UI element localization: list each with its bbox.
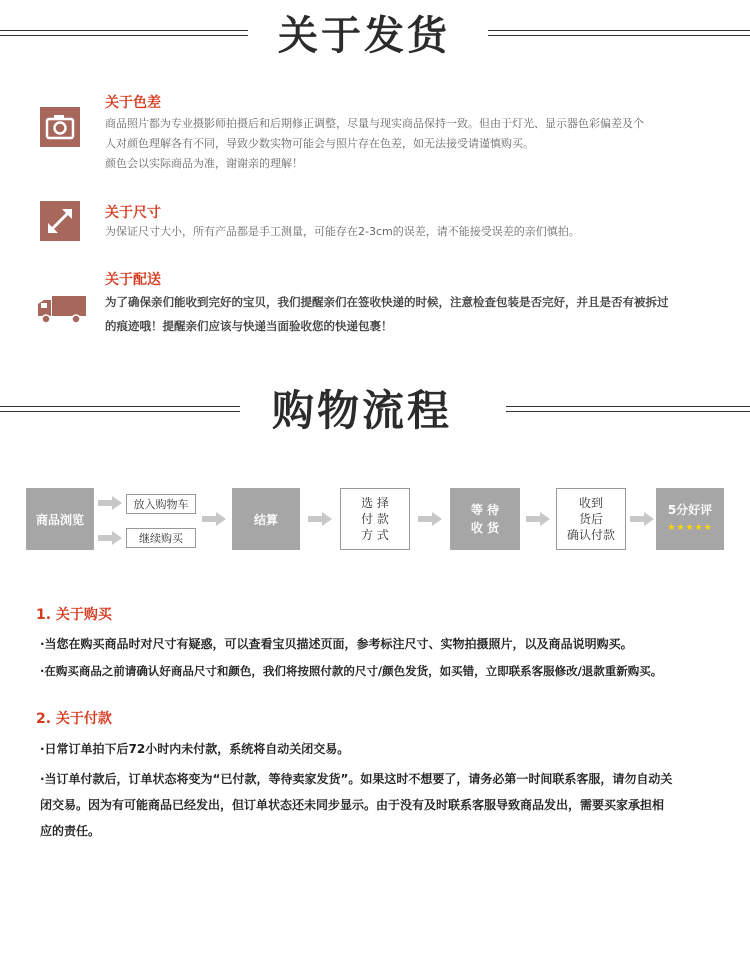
step-confirm-payment <box>556 488 626 550</box>
text-line: 颜色会以实际商品为准，谢谢亲的理解！ <box>105 157 303 170</box>
step-choose-payment <box>340 488 410 550</box>
text-line: 的痕迹哦！提醒亲们应该与快递当面验收您的快递包裹！ <box>105 319 393 333</box>
title-rule-right <box>488 30 750 32</box>
star-icon: ★★★★★ <box>667 523 713 533</box>
policy-line: 应的责任。 <box>40 824 101 838</box>
delivery-heading: 关于配送 <box>105 272 161 288</box>
step-line: 方 式 <box>361 528 389 542</box>
policy-line: ·当您在购买商品时对尺寸有疑惑，可以查看宝贝描述页面，参考标注尺寸、实物拍摄照片，以及商品说明购买。 <box>40 637 633 651</box>
size-text <box>105 222 725 242</box>
color-difference-text <box>105 114 725 174</box>
review-label: 5分好评 <box>667 503 713 517</box>
title-rule-right <box>506 406 750 408</box>
size-heading: 关于尺寸 <box>105 205 161 221</box>
policy-line: ·日常订单拍下后72小时内未付款，系统将自动关闭交易。 <box>40 742 350 756</box>
text-line: 人对颜色理解各有不同，导致少数实物可能会与照片存在色差，如无法接受请谨慎购买。 <box>105 137 534 150</box>
title-rule-left <box>0 406 240 408</box>
policy-line: ·在购买商品之前请确认好商品尺寸和颜色，我们将按照付款的尺寸/颜色发货，如买错，立即联系客服修改/退款重新购买。 <box>40 664 663 678</box>
step-line: 确认付款 <box>566 528 615 542</box>
step-line: 收到 <box>578 496 603 510</box>
arrow-icon <box>526 512 550 526</box>
title-rule-left <box>0 30 248 32</box>
step-checkout: 结算 <box>232 488 300 550</box>
step-line: 付 款 <box>361 512 389 526</box>
section-title-shipping: 关于发货 <box>278 13 450 59</box>
purchase-policy-heading: 1. 关于购买 <box>36 607 112 623</box>
step-continue-shopping: 继续购买 <box>126 528 196 548</box>
section-title-shopping-process: 购物流程 <box>272 386 453 435</box>
step-line: 等 待 <box>470 503 500 517</box>
text-line: 商品照片都为专业摄影师拍摄后和后期修正调整，尽量与现实商品保持一致。但由于灯光、显示器色彩偏差及个 <box>105 117 644 130</box>
step-wait-delivery <box>450 488 520 550</box>
text-line: 为保证尺寸大小，所有产品都是手工测量，可能存在2-3cm的误差，请不能接受误差的亲们慎拍。 <box>105 225 580 238</box>
payment-policy-heading: 2. 关于付款 <box>36 711 112 727</box>
step-browse: 商品浏览 <box>26 488 94 550</box>
arrow-icon <box>418 512 442 526</box>
step-line: 选 择 <box>361 496 389 510</box>
step-line: 货后 <box>578 512 603 526</box>
policy-line: 闭交易。因为有可能商品已经发出，但订单状态还未同步显示。由于没有及时联系客服导致商品发出，需要买家承担相 <box>40 798 665 812</box>
camera-icon <box>40 107 80 147</box>
text-line: 为了确保亲们能收到完好的宝贝，我们提醒亲们在签收快递的时候，注意检查包装是否完好，并且是否有被拆过 <box>105 295 669 309</box>
color-difference-heading: 关于色差 <box>105 95 161 111</box>
step-five-star-review <box>656 488 724 550</box>
arrow-icon <box>630 512 654 526</box>
truck-icon <box>36 292 88 326</box>
policy-line: ·当订单付款后，订单状态将变为“已付款，等待卖家发货”。如果这时不想要了，请务必第一时间联系客服，请勿自动关 <box>40 772 673 786</box>
arrow-icon <box>98 531 122 545</box>
arrow-icon <box>202 512 226 526</box>
arrow-icon <box>98 496 122 510</box>
delivery-text <box>105 290 735 338</box>
step-add-to-cart: 放入购物车 <box>126 494 196 514</box>
step-line: 收 货 <box>470 521 500 535</box>
arrow-icon <box>308 512 332 526</box>
resize-arrow-icon <box>40 201 80 241</box>
